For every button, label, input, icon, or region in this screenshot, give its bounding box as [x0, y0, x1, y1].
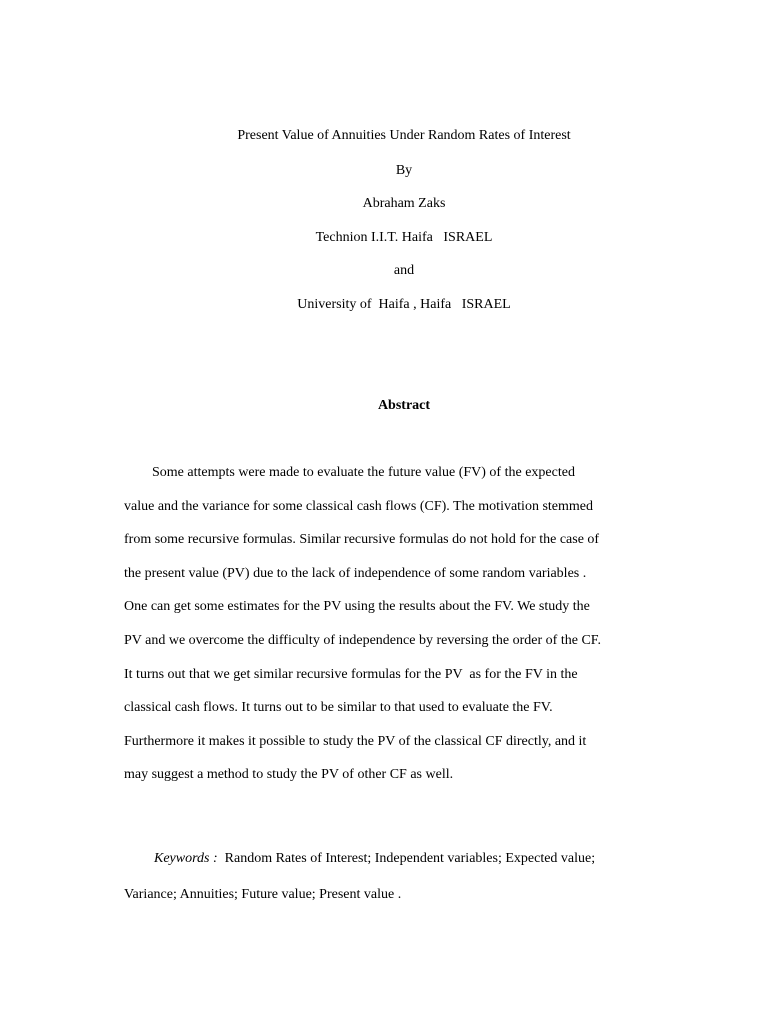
abstract-line: One can get some estimates for the PV using the results about the FV. We study the: [124, 599, 590, 615]
abstract-line: It turns out that we get similar recursive formulas for the PV as for the FV in the: [124, 666, 578, 682]
and-connector: and: [393, 263, 415, 278]
abstract-line: Some attempts were made to evaluate the future value (FV) of the expected: [152, 465, 575, 480]
by-line: By: [395, 163, 413, 178]
keywords-label: Keywords :: [154, 851, 218, 866]
author-name: Abraham Zaks: [362, 196, 446, 211]
abstract-body: [124, 460, 644, 796]
abstract-line: classical cash flows. It turns out to be similar to that used to evaluate the FV.: [124, 700, 553, 716]
affiliation-haifa: University of Haifa , Haifa ISRAEL: [297, 297, 511, 312]
abstract-line: may suggest a method to study the PV of other CF as well.: [124, 767, 454, 783]
affiliation-technion: Technion I.I.T. Haifa ISRAEL: [315, 230, 493, 245]
abstract-line: PV and we overcome the difficulty of independence by reversing the order of the CF.: [124, 632, 601, 648]
keywords-section: [124, 846, 664, 918]
abstract-line: the present value (PV) due to the lack of independence of some random variables .: [124, 565, 587, 581]
abstract-line: value and the variance for some classical cash flows (CF). The motivation stemmed: [124, 498, 593, 514]
keywords-line: [124, 846, 664, 882]
keywords-line-continued: Variance; Annuities; Future value; Present value .: [124, 887, 402, 902]
keywords-text: Random Rates of Interest; Independent variables; Expected value;: [217, 851, 596, 866]
abstract-line: Furthermore it makes it possible to study the PV of the classical CF directly, and it: [124, 733, 587, 749]
abstract-line: from some recursive formulas. Similar recursive formulas do not hold for the case of: [124, 532, 600, 548]
abstract-heading: Abstract: [377, 398, 431, 413]
paper-title: Present Value of Annuities Under Random Rates of Interest: [237, 128, 571, 143]
